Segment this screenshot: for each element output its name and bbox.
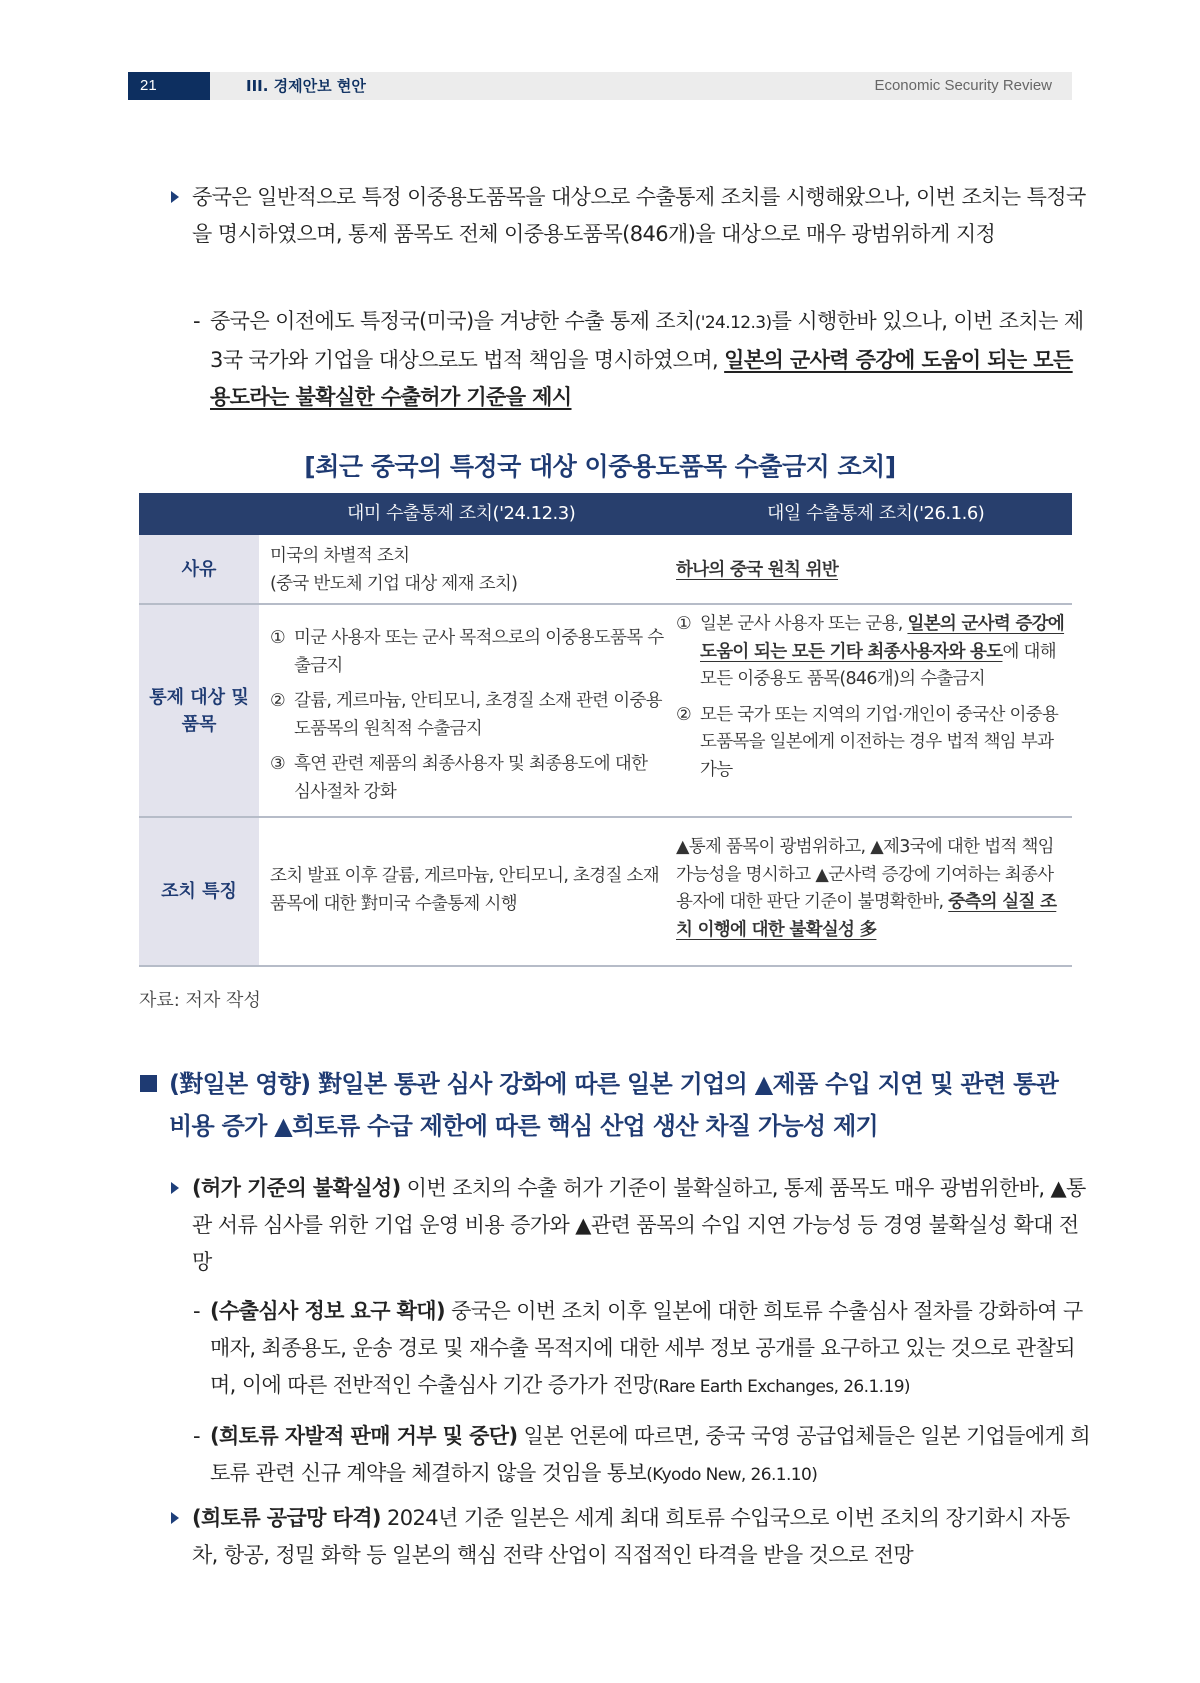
column-header-jp: 대일 수출통제 조치('26.1.6) [767, 503, 985, 524]
comparison-table [139, 493, 1072, 967]
citation: (Kyodo New, 26.1.10) [646, 1465, 818, 1485]
table-row-reason [139, 535, 1072, 605]
underlined-emphasis: 일본의 군사력 증강에 도움이 되는 모든 용도라는 불확실한 수출허가 기준을 제시 [210, 348, 1073, 409]
cell-jp-reason: 하나의 중국 원칙 위반 [676, 560, 839, 580]
journal-name: Economic Security Review [874, 77, 1052, 94]
intro-bullet [171, 179, 1091, 253]
row-label: 조치 특징 [139, 818, 259, 965]
dash-marker: - [193, 309, 200, 333]
triangle-bullet-icon [171, 1512, 179, 1524]
column-header-us: 대미 수출통제 조치('24.12.3) [347, 503, 576, 524]
impact-bullet-2: (희토류 공급망 타격) 2024년 기준 일본은 세계 최대 희토류 수입국으로 이번 조치의 장기화시 자동차, 항공, 정밀 화학 등 일본의 핵심 전략 산업이 직접적인 타격을 받을 것으로 전망 [171, 1500, 1091, 1574]
intro-sub-bullet-text: 중국은 이전에도 특정국(미국)을 겨냥한 수출 통제 조치('24.12.3)를 시행한바 있으나, 이번 조치는 제3국 국가와 기업을 대상으로도 법적 책임을 명시하였으며, 일본의 군사력 증강에 도움이 되는 모든 용도라는 불확실한 수출허가 기준을 제시 [210, 309, 1084, 409]
cell-jp-features: ▲통제 품목이 광범위하고, ▲제3국에 대한 법적 책임 가능성을 명시하고 ▲군사력 증강에 기여하는 최종사용자에 대한 판단 기준이 불명확한바, 중측의 실질 조치 이행에 대한 불확실성 多 [676, 837, 1057, 940]
list-item: ② 갈륨, 게르마늄, 안티모니, 초경질 소재 관련 이중용도품목의 원칙적 수출금지 [270, 691, 662, 739]
list-item: ① 미군 사용자 또는 군사 목적으로의 이중용도품목 수출금지 [270, 628, 664, 676]
square-bullet-icon [140, 1075, 157, 1092]
impact-sub-bullet-2: - (희토류 자발적 판매 거부 및 중단) 일본 언론에 따르면, 중국 국영 공급업체들은 일본 기업들에게 희토류 관련 신규 계약을 체결하지 않을 것임을 통보(Kyodo New, 26.1.10) [193, 1424, 1091, 1485]
list-item: ② 모든 국가 또는 지역의 기업·개인이 중국산 이중용도품목을 일본에게 이전하는 경우 법적 책임 부과 가능 [676, 704, 1059, 780]
page-number: 21 [128, 72, 210, 100]
table-row-features [139, 818, 1072, 967]
intro-bullet-text: 중국은 일반적으로 특정 이중용도품목을 대상으로 수출통제 조치를 시행해왔으나, 이번 조치는 특정국을 명시하였으며, 통제 품목도 전체 이중용도품목(846개)을 대상으로 매우 광범위하게 지정 [192, 185, 1086, 246]
intro-sub-bullet [193, 303, 1093, 416]
section-title: III. 경제안보 현안 [246, 77, 366, 95]
page-header [128, 72, 1072, 100]
list-item: ③ 흑연 관련 제품의 최종사용자 및 최종용도에 대한 심사절차 강화 [270, 754, 648, 802]
cell-us-targets [270, 625, 665, 814]
cell-jp-targets [676, 611, 1068, 792]
triangle-bullet-icon [171, 1182, 179, 1194]
section-heading: (對일본 영향) 對일본 통관 심사 강화에 따른 일본 기업의 ▲제품 수입 지연 및 관련 통관 비용 증가 ▲희토류 수급 제한에 따른 핵심 산업 생산 차질 가능성 제기 [140, 1063, 1080, 1147]
cell-us-features: 조치 발표 이후 갈륨, 게르마늄, 안티모니, 초경질 소재 품목에 대한 對미국 수출통제 시행 [270, 866, 659, 914]
table-title: [최근 중국의 특정국 대상 이중용도품목 수출금지 조치] [304, 452, 896, 481]
table-row-targets [139, 605, 1072, 818]
citation: (Rare Earth Exchanges, 26.1.19) [652, 1377, 910, 1397]
triangle-bullet-icon [171, 191, 179, 203]
list-item: ① 일본 군사 사용자 또는 군용, 일본의 군사력 증강에 도움이 되는 모든 기타 최종사용자와 용도에 대해 모든 이중용도 품목(846개)의 수출금지 [676, 614, 1065, 689]
date-ref: ('24.12.3) [694, 313, 772, 333]
cell-us-reason: 미국의 차별적 조치 (중국 반도체 기업 대상 제재 조치) [270, 546, 518, 594]
row-label: 사유 [139, 535, 259, 603]
impact-bullet-1: (허가 기준의 불확실성) 이번 조치의 수출 허가 기준이 불확실하고, 통제 품목도 매우 광범위한바, ▲통관 서류 심사를 위한 기업 운영 비용 증가와 ▲관련 품목의 수입 지연 가능성 등 경영 불확실성 확대 전망 [171, 1170, 1091, 1281]
table-header-row [139, 493, 1072, 535]
row-label: 통제 대상 및 품목 [139, 605, 259, 816]
table-source: 자료: 저자 작성 [139, 990, 261, 1011]
impact-sub-bullet-1: - (수출심사 정보 요구 확대) 중국은 이번 조치 이후 일본에 대한 희토류 수출심사 절차를 강화하여 구매자, 최종용도, 운송 경로 및 재수출 목적지에 대한 세부 정보 공개를 요구하고 있는 것으로 관찰되며, 이에 따른 전반적인 수출심사 기간 증가가 전망(Rare Earth Exchanges, 26.1.19) [193, 1299, 1083, 1397]
